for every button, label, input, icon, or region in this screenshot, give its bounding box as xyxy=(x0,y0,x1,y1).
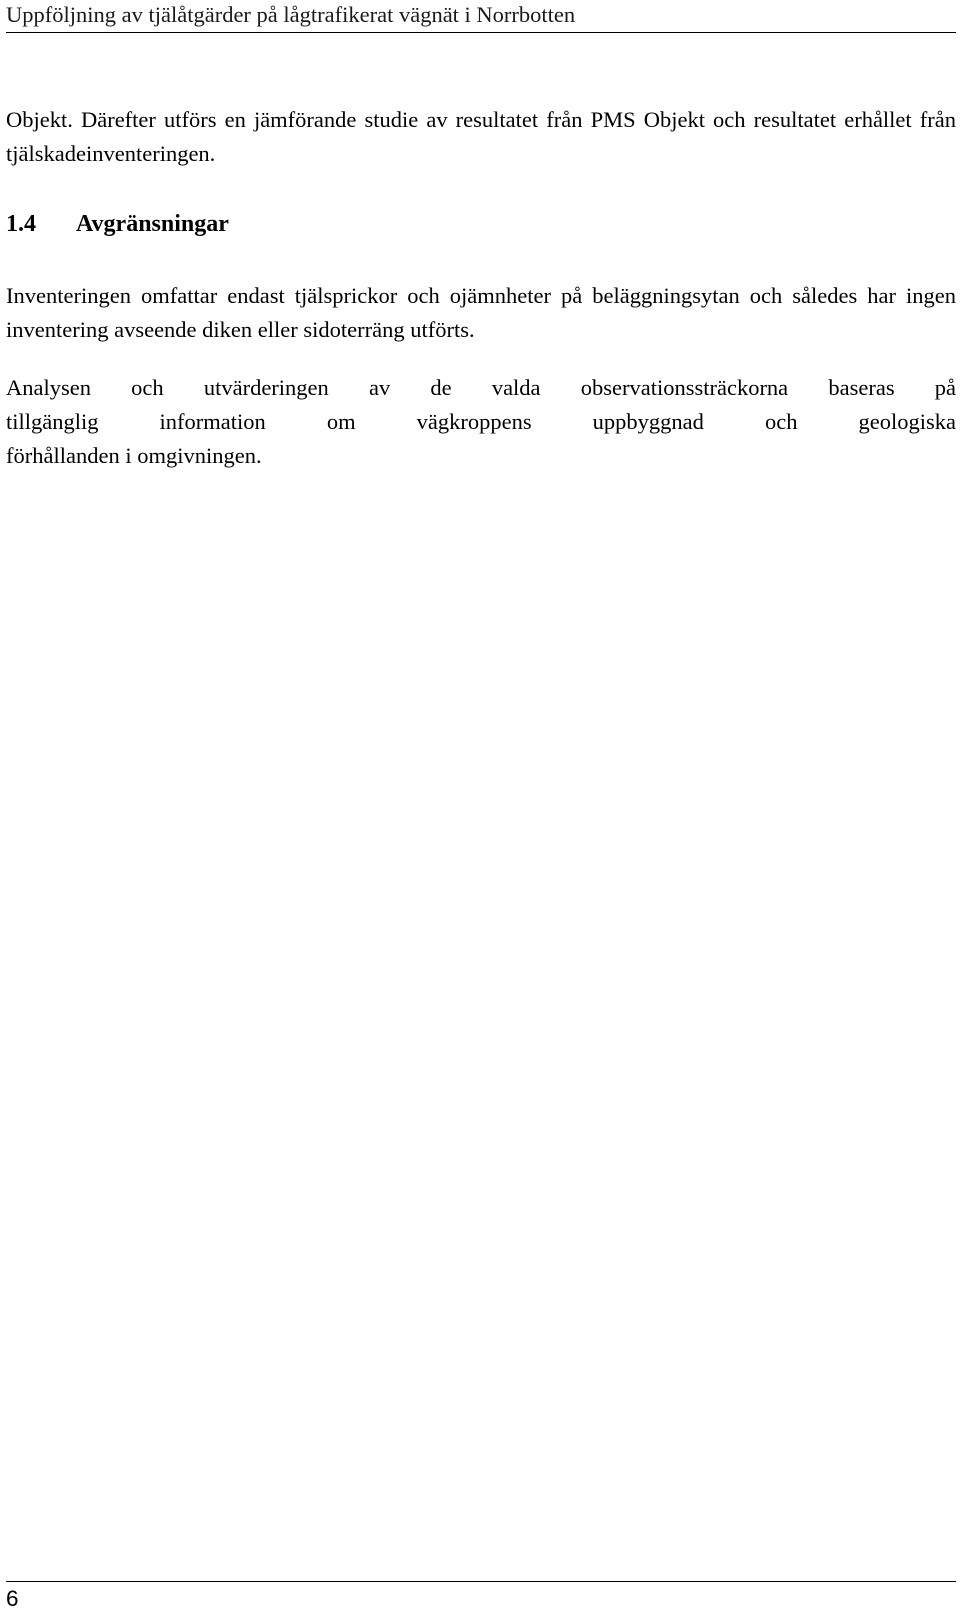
section-title: Avgränsningar xyxy=(76,211,229,237)
section-heading xyxy=(6,209,956,239)
paragraph-analysis-line-2: tillgänglig information om vägkroppens uppbyggnad och geologiska xyxy=(6,409,956,434)
paragraph-analysis-line-3: förhållanden i omgivningen. xyxy=(6,443,262,468)
running-title: Uppföljning av tjälåtgärder på lågtrafikerat vägnät i Norrbotten xyxy=(6,2,576,27)
paragraph-analysis-line-1: Analysen och utvärderingen av de valda observationssträckorna baseras på xyxy=(6,375,956,400)
section-number: 1.4 xyxy=(6,211,36,237)
paragraph-analysis xyxy=(6,371,956,473)
document-body xyxy=(6,103,956,473)
intro-paragraph: Objekt. Därefter utförs en jämförande studie av resultatet från PMS Objekt och resultatet erhållet från tjälskadeinventeringen. xyxy=(6,107,956,166)
paragraph-scope: Inventeringen omfattar endast tjälsprickor och ojämnheter på beläggningsytan och således har ingen inventering avseende diken eller sidoterräng utförts. xyxy=(6,283,956,342)
page-number: 6 xyxy=(6,1586,19,1611)
running-header xyxy=(6,0,956,33)
running-footer xyxy=(6,1581,956,1615)
